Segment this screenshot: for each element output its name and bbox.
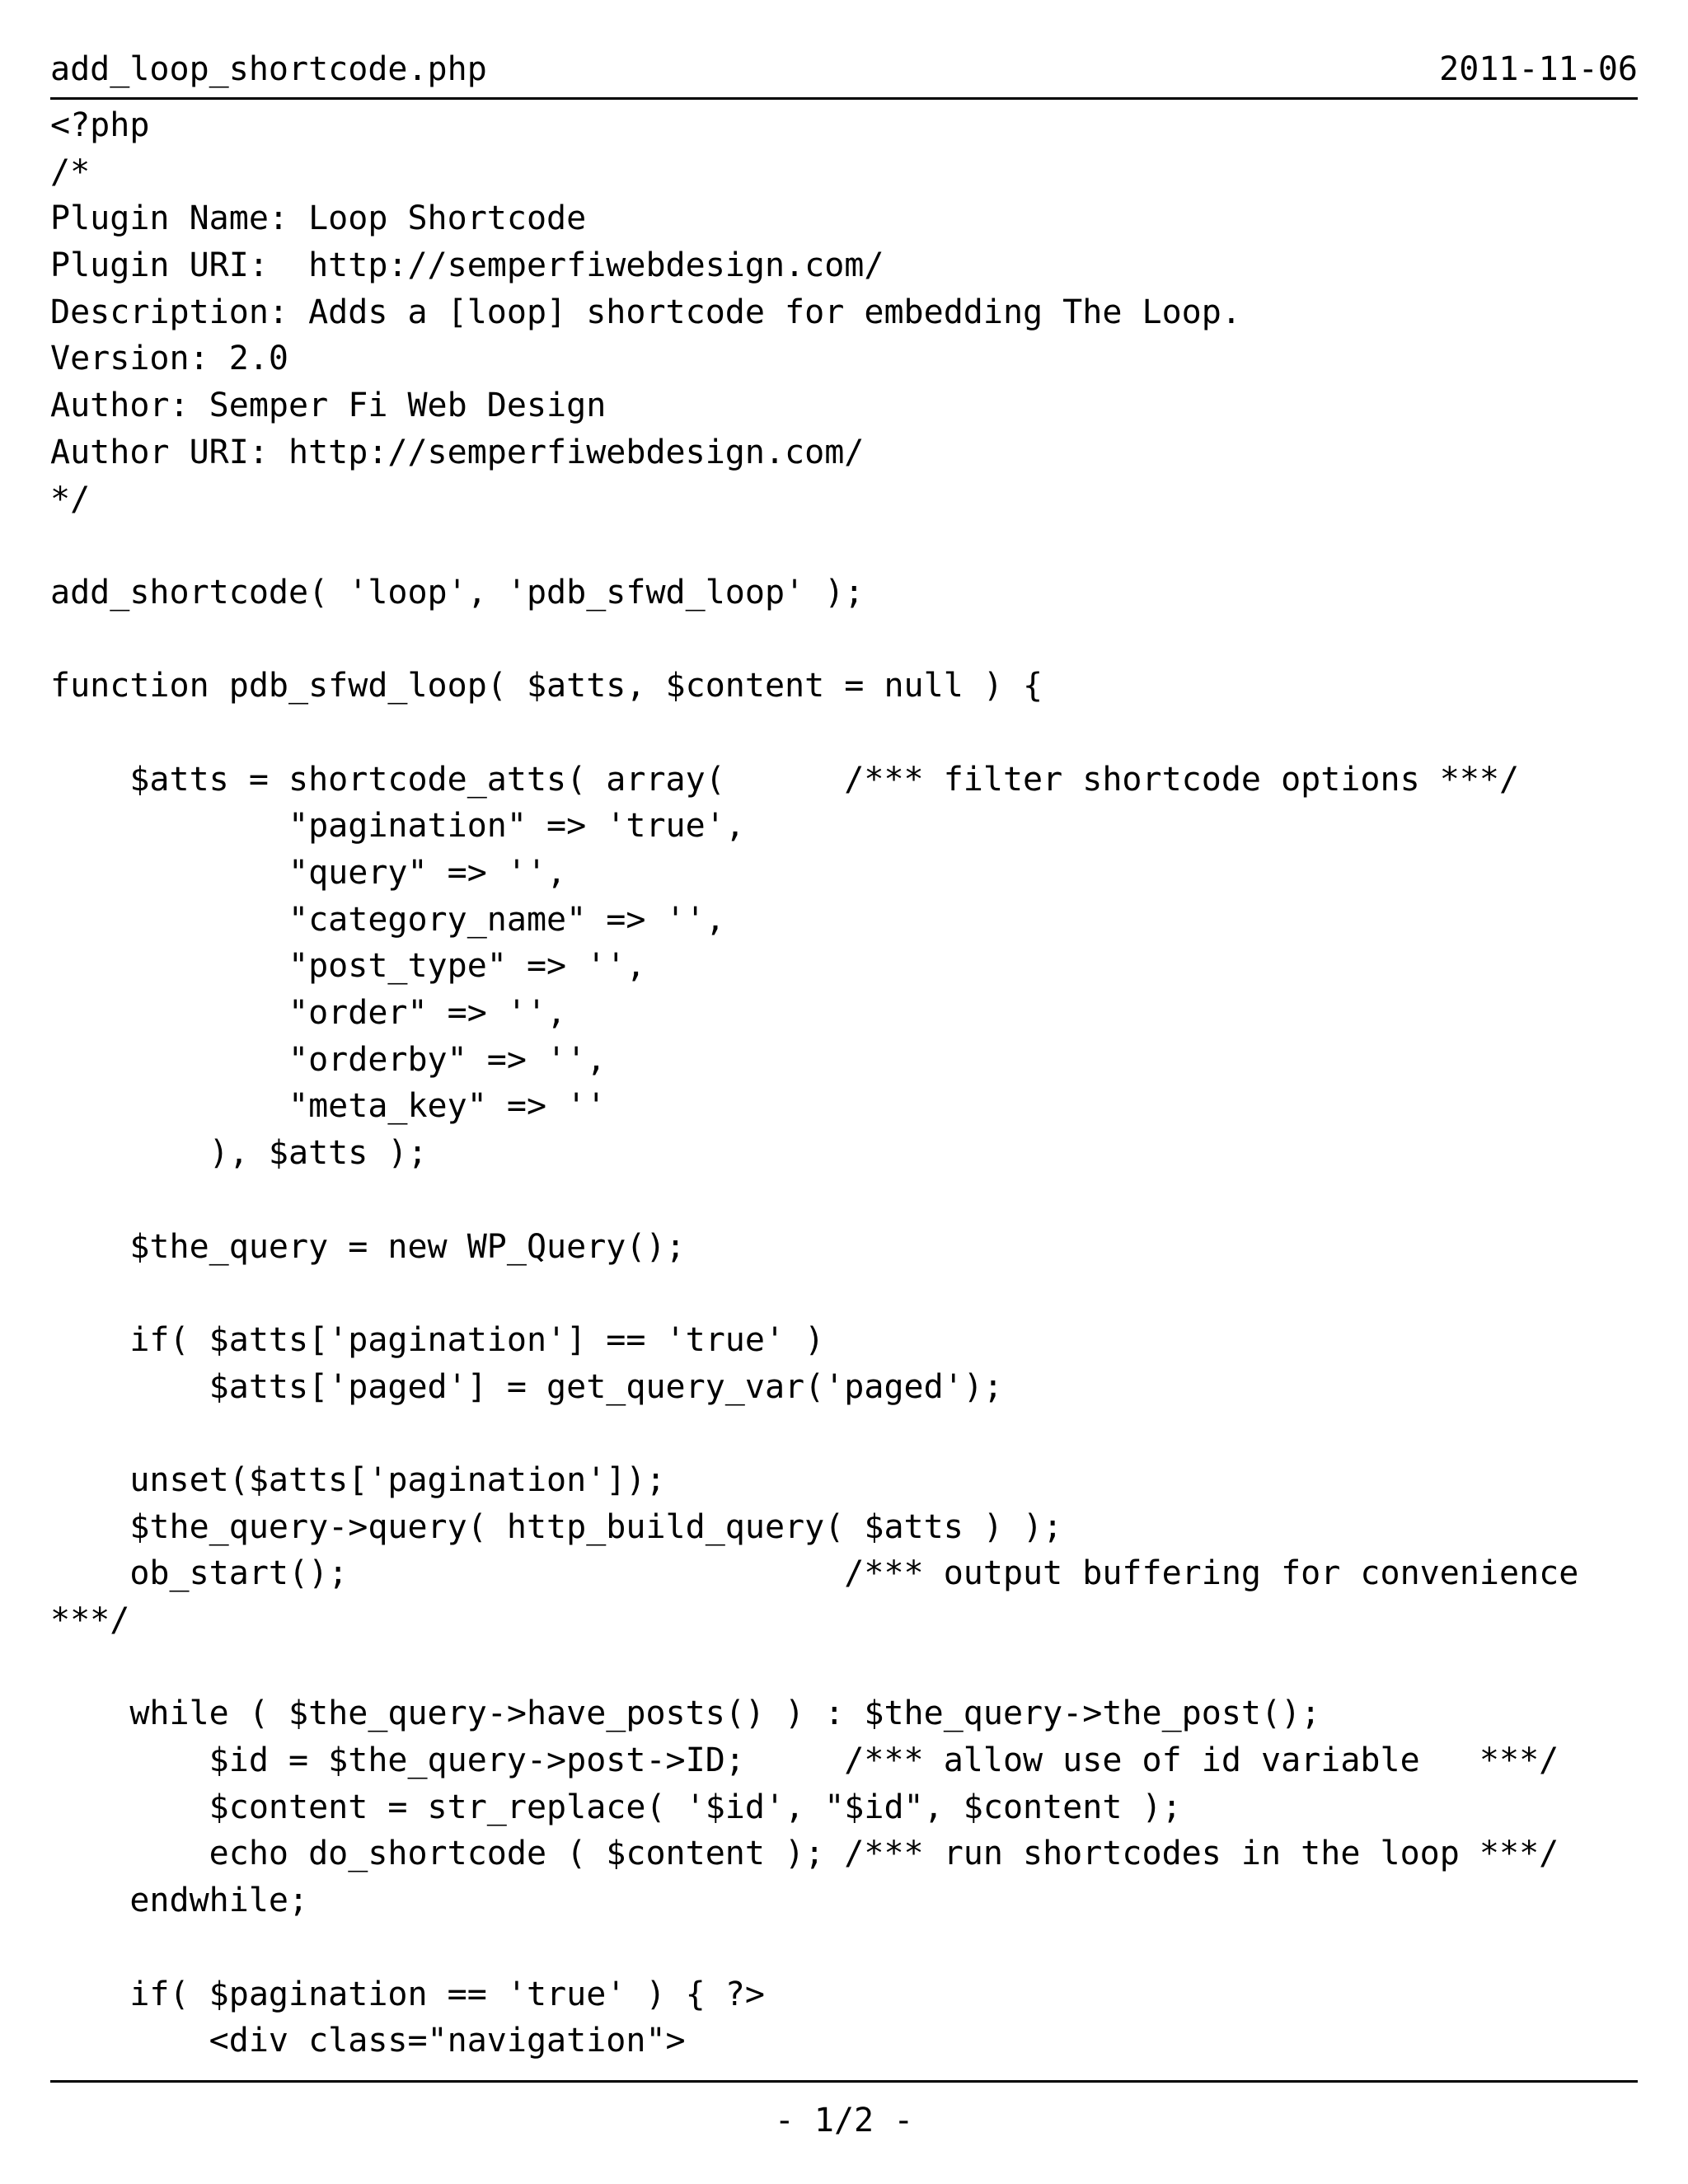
- code-line: if( $pagination == 'true' ) { ?>: [50, 1975, 765, 2013]
- code-line: $id = $the_query->post->ID; /*** allow use of id variable ***/: [50, 1741, 1559, 1780]
- code-line: "category_name" => '',: [50, 900, 725, 939]
- code-line: "pagination" => 'true',: [50, 807, 745, 846]
- code-line: ***/: [50, 1601, 130, 1639]
- code-line: endwhile;: [50, 1882, 309, 1920]
- code-line: unset($atts['pagination']);: [50, 1460, 666, 1499]
- code-line: $atts = shortcode_atts( array( /*** filter shortcode options ***/: [50, 760, 1520, 799]
- code-line: [50, 1270, 1638, 1317]
- file-name: add_loop_shortcode.php: [50, 50, 487, 88]
- code-line: while ( $the_query->have_posts() ) : $the_query->the_post();: [50, 1694, 1321, 1733]
- code-line: Author: Semper Fi Web Design: [50, 387, 607, 425]
- code-line: $the_query = new WP_Query();: [50, 1227, 686, 1266]
- code-line: Plugin Name: Loop Shortcode: [50, 199, 587, 238]
- code-line: [50, 1410, 1638, 1457]
- code-line: Author URI: http://semperfiwebdesign.com/: [50, 433, 865, 471]
- code-line: <div class="navigation">: [50, 2022, 686, 2060]
- page-header: [50, 43, 1638, 100]
- code-line: [50, 1644, 1638, 1691]
- code-listing: [50, 102, 1638, 2064]
- code-line: $atts['paged'] = get_query_var('paged');: [50, 1367, 1003, 1406]
- code-line: */: [50, 480, 91, 518]
- code-line: "post_type" => '',: [50, 947, 646, 986]
- code-line: "query" => '',: [50, 854, 567, 892]
- code-line: [50, 523, 1638, 569]
- code-line: "orderby" => '',: [50, 1040, 607, 1079]
- code-line: "meta_key" => '': [50, 1087, 607, 1126]
- page-number: - 1/2 -: [774, 2102, 914, 2139]
- code-line: [50, 1924, 1638, 1971]
- code-line: [50, 710, 1638, 757]
- page-footer: [50, 2080, 1638, 2140]
- code-line: ), $atts );: [50, 1134, 428, 1173]
- code-line: function pdb_sfwd_loop( $atts, $content = null ) {: [50, 667, 1043, 705]
- code-line: "order" => '',: [50, 994, 567, 1033]
- code-line: <?php: [50, 106, 150, 144]
- code-line: add_shortcode( 'loop', 'pdb_sfwd_loop' );: [50, 573, 865, 612]
- print-date: 2011-11-06: [1439, 50, 1638, 88]
- code-line: [50, 616, 1638, 663]
- code-line: if( $atts['pagination'] == 'true' ): [50, 1320, 825, 1359]
- code-line: $content = str_replace( '$id', "$id", $content );: [50, 1788, 1182, 1826]
- code-line: /*: [50, 152, 91, 191]
- code-line: ob_start(); /*** output buffering for convenience: [50, 1554, 1579, 1593]
- code-line: $the_query->query( http_build_query( $atts ) );: [50, 1507, 1063, 1546]
- code-line: Plugin URI: http://semperfiwebdesign.com/: [50, 246, 884, 285]
- code-line: Version: 2.0: [50, 340, 288, 378]
- code-line: [50, 1177, 1638, 1224]
- code-line: Description: Adds a [loop] shortcode for embedding The Loop.: [50, 293, 1241, 331]
- code-line: echo do_shortcode ( $content ); /*** run shortcodes in the loop ***/: [50, 1835, 1559, 1873]
